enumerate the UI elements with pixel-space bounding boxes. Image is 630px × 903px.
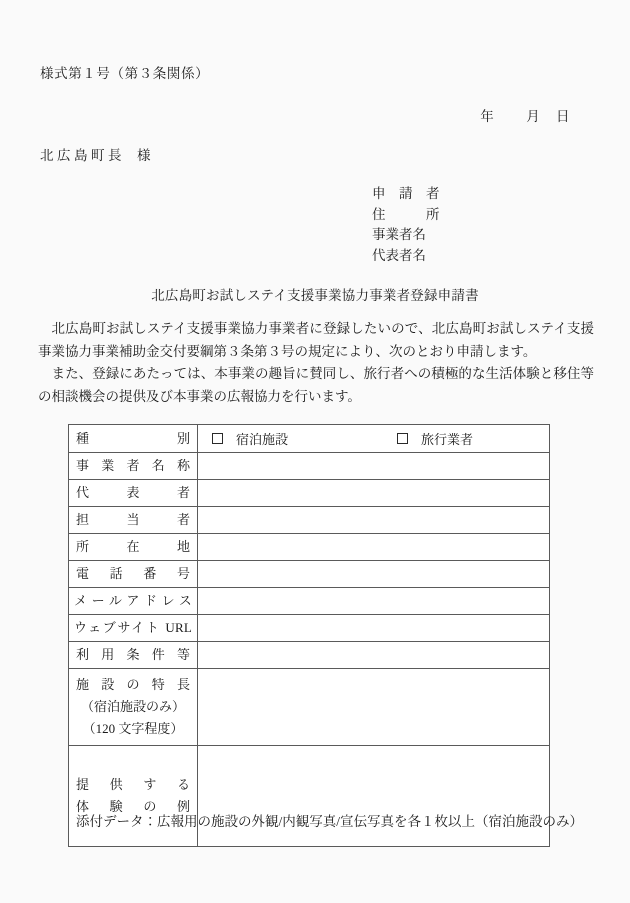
form-number: 様式第１号（第３条関係）: [40, 66, 210, 81]
checkbox-option-lodging[interactable]: [212, 429, 397, 448]
row-value-address[interactable]: [198, 534, 550, 561]
table-row: [69, 615, 550, 642]
row-value-usage-conditions[interactable]: [198, 642, 550, 669]
paragraph-1: 北広島町お試しステイ支援事業協力事業者に登録したいので、北広島町お試しステイ支援事業協力事業補助金交付要綱第３条第３号の規定により、次のとおり申請します。: [38, 321, 594, 359]
month-label: 月: [526, 109, 540, 124]
checkbox-icon[interactable]: [212, 433, 223, 444]
label-text: 担当者: [76, 512, 190, 527]
table-row: [69, 453, 550, 480]
page-title: 北広島町お試しステイ支援事業協力事業者登録申請書: [151, 288, 479, 303]
table-row: [69, 507, 550, 534]
checkbox-label: 旅行業者: [421, 432, 474, 447]
day-label: 日: [556, 109, 570, 124]
label-text-line1: 施設の特長: [76, 677, 190, 692]
paragraph-2: また、登録にあたっては、本事業の趣旨に賛同し、旅行者への積極的な生活体験と移住等の相談機会の提供及び本事業の広報協力を行います。: [38, 366, 594, 404]
label-text-line2: （宿泊施設のみ）: [80, 699, 185, 714]
row-label-contact-person: [69, 507, 198, 534]
table-row: [69, 588, 550, 615]
row-label-representative: [69, 480, 198, 507]
addressee-name: 北広島町長: [40, 148, 125, 163]
label-text-line2: 体験の例: [76, 799, 190, 814]
label-text: 種別: [76, 430, 190, 446]
date-line: [464, 105, 582, 125]
row-label-phone: [69, 561, 198, 588]
checkbox-option-travel-agency[interactable]: [397, 429, 473, 448]
table-row-experience-examples: [69, 746, 550, 847]
applicant-representative-label: 代表者名: [372, 247, 426, 263]
label-text: ウェブサイト URL: [74, 620, 192, 635]
table-row: [69, 642, 550, 669]
label-text: メールアドレス: [74, 593, 192, 608]
table-row: [69, 561, 550, 588]
label-text: 所在地: [76, 539, 190, 554]
row-label-email: [69, 588, 198, 615]
kind-options: [198, 429, 549, 448]
checkbox-label: 宿泊施設: [236, 432, 289, 447]
row-value-experience-examples[interactable]: [198, 746, 550, 847]
row-value-facility-features[interactable]: [198, 669, 550, 746]
row-label-facility-features: [69, 669, 198, 746]
application-table: [68, 424, 550, 847]
table-row: [69, 534, 550, 561]
addressee-honorific: 様: [137, 148, 151, 163]
row-label-business-name: [69, 453, 198, 480]
label-text: 代表者: [76, 485, 190, 500]
row-value-representative[interactable]: [198, 480, 550, 507]
checkbox-icon[interactable]: [397, 433, 408, 444]
row-value-kind: [198, 425, 550, 453]
applicant-company-label: 事業者名: [372, 227, 426, 242]
row-label-address: [69, 534, 198, 561]
attachment-note: 添付データ：広報用の施設の外観/内観写真/宣伝写真を各１枚以上（宿泊施設のみ）: [76, 814, 584, 829]
year-label: 年: [480, 109, 494, 124]
row-label-kind: [69, 425, 198, 453]
row-value-business-name[interactable]: [198, 453, 550, 480]
table-row-facility-features: [69, 669, 550, 746]
row-label-website-url: [69, 615, 198, 642]
row-value-contact-person[interactable]: [198, 507, 550, 534]
body-text: [38, 318, 594, 408]
row-value-phone[interactable]: [198, 561, 550, 588]
label-text: 利用条件等: [76, 647, 190, 662]
addressee: [40, 144, 151, 164]
row-value-website-url[interactable]: [198, 615, 550, 642]
label-text-line1: 提供する: [76, 777, 190, 792]
applicant-address-label: 住 所: [372, 206, 440, 222]
row-label-experience-examples: [69, 746, 198, 847]
applicant-block: [372, 184, 440, 266]
label-text-line3: （120 文字程度）: [82, 721, 184, 736]
applicant-label: 申 請 者: [372, 186, 440, 201]
row-value-email[interactable]: [198, 588, 550, 615]
label-text: 事業者名称: [76, 458, 190, 473]
table-row: [69, 480, 550, 507]
table-row-kind: [69, 425, 550, 453]
row-label-usage-conditions: [69, 642, 198, 669]
label-text: 電話番号: [76, 566, 190, 581]
